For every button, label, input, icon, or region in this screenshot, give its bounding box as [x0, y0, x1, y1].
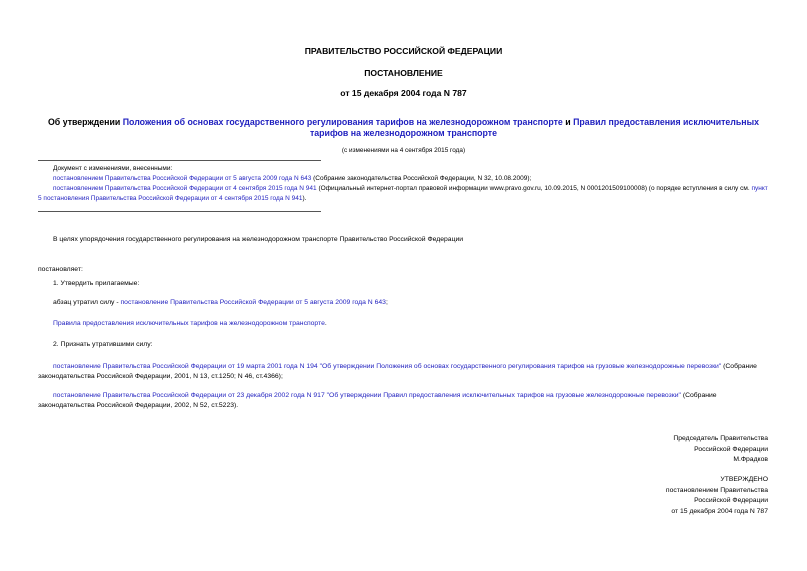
divider-top	[38, 160, 321, 161]
doc-type-heading: ПОСТАНОВЛЕНИЕ	[364, 68, 443, 78]
changes-intro: Документ с изменениями, внесенными:	[53, 165, 173, 172]
signature-block	[600, 434, 768, 466]
void-decree-2-link[interactable]: постановление Правительства Российской Федерации от 23 декабря 2002 года N 917 "Об утверждении Правил предоставления исключительных тарифов на грузовые железнодорожные перевозки"	[53, 392, 681, 399]
void-decree-1	[38, 362, 769, 382]
change-item-1	[53, 174, 531, 183]
change-2-link[interactable]: постановлением Правительства Российской Федерации от 4 сентября 2015 года N 941	[53, 185, 317, 192]
signature-title: Председатель Правительства	[673, 435, 768, 442]
title-middle: и	[562, 117, 574, 127]
change-2-point-link[interactable]: пункт 5 постановления Правительства Российской Федерации от 4 сентября 2015 года N 941	[38, 185, 768, 202]
government-heading: ПРАВИТЕЛЬСТВО РОССИЙСКОЙ ФЕДЕРАЦИИ	[304, 46, 503, 56]
void-decree-2-source: (Собрание законодательства Российской Федерации, 2002, N 52, ст.5223).	[38, 392, 717, 409]
change-item-2	[38, 184, 769, 203]
void-decree-1-source: (Собрание законодательства Российской Федерации, 2001, N 13, ст.1250; N 46, ст.4366);	[38, 363, 757, 380]
signature-country: Российской Федерации	[694, 445, 768, 453]
repealed-link[interactable]: постановление Правительства Российской Федерации от 5 августа 2009 года N 643	[120, 299, 386, 306]
edition-note: (с изменениями на 4 сентября 2015 года)	[341, 147, 466, 154]
repealed-prefix: абзац утратил силу -	[53, 299, 121, 306]
approval-country: Российской Федерации	[694, 497, 768, 504]
approved-rules-link[interactable]: Правила предоставления исключительных тарифов на железнодорожном транспорте	[53, 320, 325, 327]
item-1: 1. Утвердить прилагаемые:	[53, 280, 140, 287]
repealed-paragraph: абзац утратил силу - постановление Правительства Российской Федерации от 5 августа 2009 года N 643;	[53, 299, 388, 306]
change-2-source: (Официальный интернет-портал правовой информации www.pravo.gov.ru, 10.09.2015, N 0001201509100008) (о порядке вступления в силу см.	[316, 185, 752, 192]
approval-block	[600, 475, 768, 517]
approval-date: от 15 декабря 2004 года N 787	[671, 507, 768, 515]
approval-heading: УТВЕРЖДЕНО	[720, 476, 768, 483]
rules-link[interactable]: Правил предоставления исключительных тарифов на железнодорожном транспорте	[309, 117, 760, 138]
void-decree-2	[38, 391, 769, 411]
document-title	[38, 117, 769, 139]
regulation-link[interactable]: Положения об основах государственного регулирования тарифов на железнодорожном транспорте	[122, 117, 563, 127]
date-number-heading: от 15 декабря 2004 года N 787	[340, 88, 467, 98]
approval-by: постановлением Правительства	[665, 486, 768, 494]
divider-bottom	[38, 211, 321, 212]
signature-name: М.Фрадков	[733, 456, 768, 463]
preamble: В целях упорядочения государственного регулирования на железнодорожном транспорте Правительство Российской Федерации	[53, 236, 464, 243]
title-prefix: Об утверждении	[47, 117, 123, 127]
item-2: 2. Признать утратившими силу:	[53, 341, 153, 348]
change-1-link[interactable]: постановлением Правительства Российской Федерации от 5 августа 2009 года N 643	[53, 175, 312, 182]
change-1-source: (Собрание законодательства Российской Федерации, N 32, 10.08.2009);	[311, 175, 532, 182]
void-decree-1-link[interactable]: постановление Правительства Российской Федерации от 19 марта 2001 года N 194 "Об утверждении Положения об основах государственного регулирования тарифов на грузовые железнодорожные перевозки"	[53, 363, 722, 370]
change-2-end: ).	[302, 194, 307, 202]
decrees-word: постановляет:	[38, 266, 83, 273]
approved-rules: Правила предоставления исключительных тарифов на железнодорожном транспорте.	[53, 320, 327, 327]
